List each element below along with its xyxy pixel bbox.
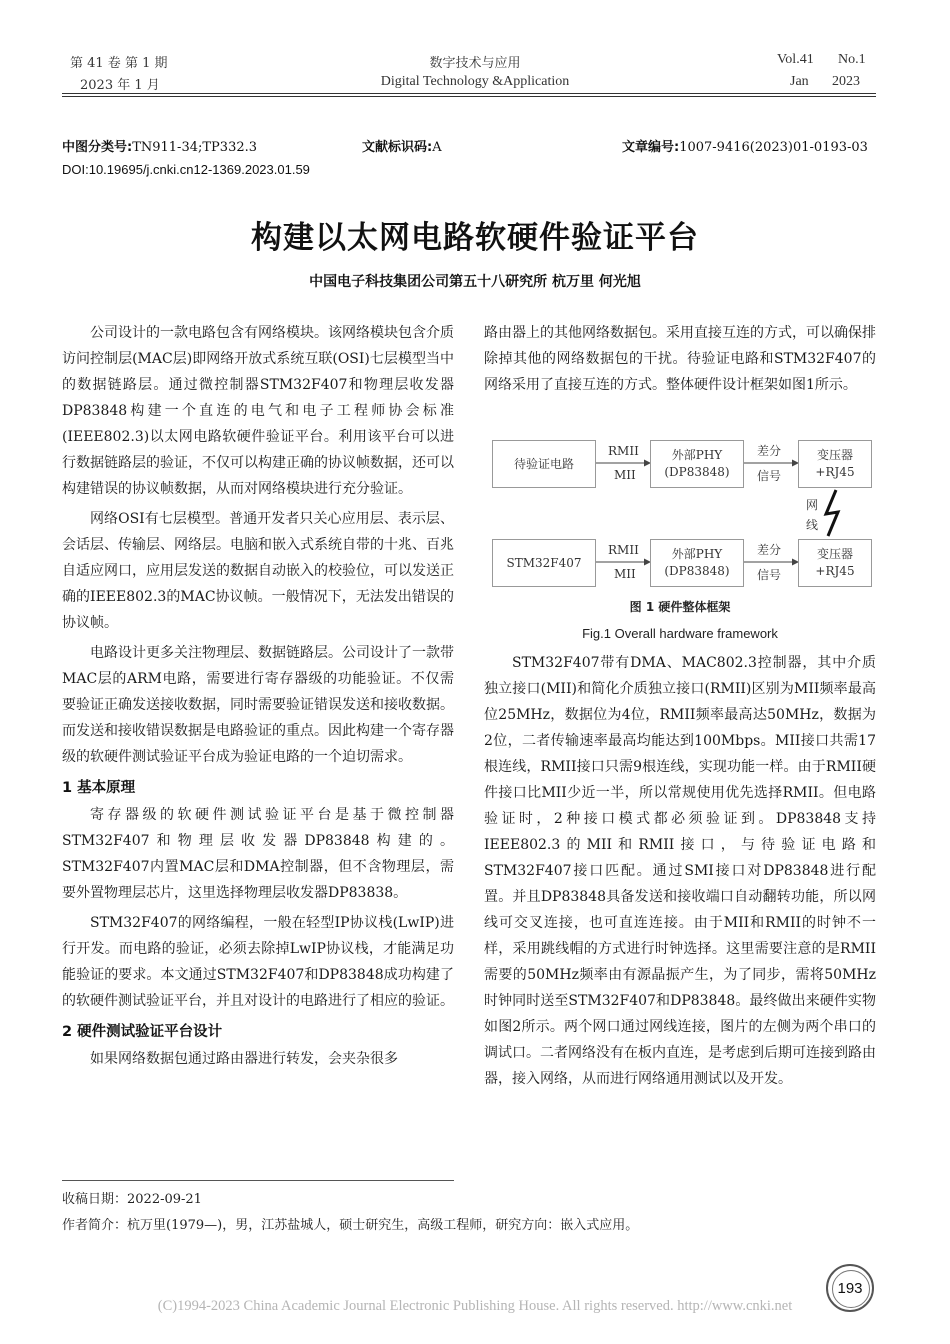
rj45-label: +RJ45 [815, 564, 855, 578]
paragraph: STM32F407的网络编程，一般在轻型IP协议栈(LwIP)进行开发。而电路的验证，必须去除掉LwIP协议栈，才能满足功能验证的要求。本文通过STM32F407和DP83848成功构建了的软硬件测试验证平台，并且对设计的电路进行了相应的验证。 [62, 915, 454, 1009]
number: No.1 [838, 52, 866, 67]
phy-label: 外部PHY [671, 448, 723, 462]
dut-box: 待验证电路 [492, 440, 596, 488]
mii-label-top: MII [614, 468, 636, 482]
month: Jan [790, 74, 809, 89]
diff-label-top-2: 信号 [757, 469, 782, 483]
mii-label-bottom: MII [614, 567, 636, 581]
author-bio: 作者简介：杭万里(1979—)，男，江苏盐城人，硕士研究生，高级工程师，研究方向：嵌入式应用。 [62, 1218, 639, 1233]
header-rule [62, 93, 876, 94]
article-number [622, 136, 868, 155]
paragraph: 网络OSI有七层模型。普通开发者只关心应用层、表示层、会话层、传输层、网络层。电脑和嵌入式系统自带的十兆、百兆自适应网口，应用层发送的数据自动嵌入的校验位，可以发送正确的IEEE802.3的MAC协议帧。一般情况下，无法发出错误的协议帧。 [62, 511, 454, 631]
figure-caption-cn: 图 1 硬件整体框架 [629, 600, 731, 614]
section-heading-1: 1 基本原理 [62, 780, 136, 796]
article-number-label: 文章编号: [622, 140, 680, 155]
paragraph: 公司设计的一款电路包含有网络模块。该网络模块包含介质访问控制层(MAC层)即网络开放式系统互联(OSI)七层模型当中的数据链路层。通过微控制器STM32F407和物理层收发器DP83848构建一个直连的电气和电子工程师协会标准(IEEE802.3)以太网电路软硬件验证平台。利用该平台可以进行数据链路层的验证，不仅可以构建正确的协议帧数据，还可以构建错误的协议帧数据，从而对网络模块进行充分验证。 [62, 325, 454, 497]
article-number-value: 1007-9416(2023)01-0193-03 [679, 140, 868, 155]
footnote-rule [62, 1180, 454, 1181]
cable-bolt-icon [826, 490, 838, 536]
doc-code-value: A [432, 140, 442, 155]
volume: Vol.41 [777, 52, 814, 67]
left-column [62, 320, 454, 1076]
diff-label-bottom-1: 差分 [757, 543, 782, 557]
diff-label-bottom-2: 信号 [757, 568, 782, 582]
cable-label-1: 网 [806, 498, 819, 512]
clc-label: 中图分类号: [62, 140, 133, 155]
phy-box-bottom [650, 539, 744, 587]
diff-label-top-1: 差分 [757, 444, 782, 458]
issue-date: 2023 年 1 月 [80, 78, 160, 93]
doc-code-label: 文献标识码: [362, 140, 433, 155]
phy-part: (DP83848) [664, 465, 730, 479]
doi: DOI:10.19695/j.cnki.cn12-1369.2023.01.59 [62, 162, 310, 177]
right-column-bottom [484, 650, 876, 1096]
rj45-label: +RJ45 [815, 465, 855, 479]
author-line: 中国电子科技集团公司第五十八研究所 杭万里 何光旭 [309, 274, 641, 290]
received-date: 收稿日期：2022-09-21 [62, 1192, 202, 1207]
xfmr-box-top [798, 440, 872, 488]
right-column-top [484, 320, 876, 402]
paragraph: 电路设计更多关注物理层、数据链路层。公司设计了一款带MAC层的ARM电路，需要进行寄存器级的功能验证。不仅需要验证正确发送接收数据，同时需要验证错误发送和接收数据。而发送和接收错误数据是电路验证的重点。因此构建一个寄存器级的软硬件测试验证平台成为验证电路的一个迫切需求。 [62, 645, 454, 765]
doc-code [362, 136, 442, 155]
clc-value: TN911-34;TP332.3 [132, 140, 258, 155]
xfmr-label: 变压器 [816, 448, 853, 462]
xfmr-box-bottom [798, 539, 872, 587]
paragraph: STM32F407带有DMA、MAC802.3控制器，其中介质独立接口(MII)和简化介质独立接口(RMII)区别为MII频率最高位25MHz，数据位为4位，RMII频率最高达50MHz，数据为2位，二者传输速率最高均能达到100Mbps。MII接口共需17根连线，RMII接口只需9根连线，实现功能一样。由于RMII硬件接口比MII少近一半，所以常规使用优先选择RMII。但电路验证时，2种接口模式都必须验证到。DP83848支持IEEE802.3的MII和RMII接口，与待验证电路和STM32F407接口匹配。通过SMI接口对DP83848进行配置。并且DP83848具备发送和接收端口自动翻转功能，所以网线可交叉连接，也可直连连接。由于MII和RMII的时钟不一样，采用跳线帽的方式进行时钟选择。这里需要注意的是RMII需要的50MHz频率由有源晶振产生，为了同步，需将50MHz时钟同时送至STM32F407和DP83848。最终做出来硬件实物如图2所示。两个网口通过网线连接，图片的左侧为两个串口的调试口。二者网络没有在板内直连，是考虑到后期可连接到路由器，接入网络，从而进行网络通用测试以及开发。 [484, 655, 876, 1087]
journal-title-en: Digital Technology &Application [380, 74, 570, 89]
article-title: 构建以太网电路软硬件验证平台 [251, 220, 699, 256]
figure-caption-en: Fig.1 Overall hardware framework [582, 626, 778, 641]
page-number: 193 [837, 1279, 863, 1297]
year: 2023 [832, 74, 860, 89]
rmii-label-top: RMII [608, 444, 639, 458]
journal-title-cn: 数字技术与应用 [429, 56, 521, 71]
clc-number [62, 136, 257, 155]
rmii-label-bottom: RMII [608, 543, 639, 557]
xfmr-label: 变压器 [816, 547, 853, 561]
phy-box-top [650, 440, 744, 488]
issue-label: 第 41 卷 第 1 期 [70, 56, 168, 71]
copyright-watermark: (C)1994-2023 China Academic Journal Electronic Publishing House. All rights reserved. http://www.cnki.net [157, 1298, 793, 1314]
paragraph: 寄存器级的软硬件测试验证平台是基于微控制器STM32F407和物理层收发器DP83848构建的。STM32F407内置MAC层和DMA控制器，但不含物理层，需要外置物理层芯片，这里选择物理层收发器DP83838。 [62, 807, 454, 901]
header-rule-second [62, 96, 876, 97]
phy-label: 外部PHY [671, 547, 723, 561]
cable-label-2: 线 [806, 518, 819, 532]
paragraph: 路由器上的其他网络数据包。采用直接互连的方式，可以确保排除掉其他的网络数据包的干扰。待验证电路和STM32F407的网络采用了直接互连的方式。整体硬件设计框架如图1所示。 [484, 325, 876, 393]
section-heading-2: 2 硬件测试验证平台设计 [62, 1024, 223, 1040]
paragraph: 如果网络数据包通过路由器进行转发，会夹杂很多 [90, 1051, 398, 1067]
phy-part: (DP83848) [664, 564, 730, 578]
mcu-box: STM32F407 [492, 539, 596, 587]
